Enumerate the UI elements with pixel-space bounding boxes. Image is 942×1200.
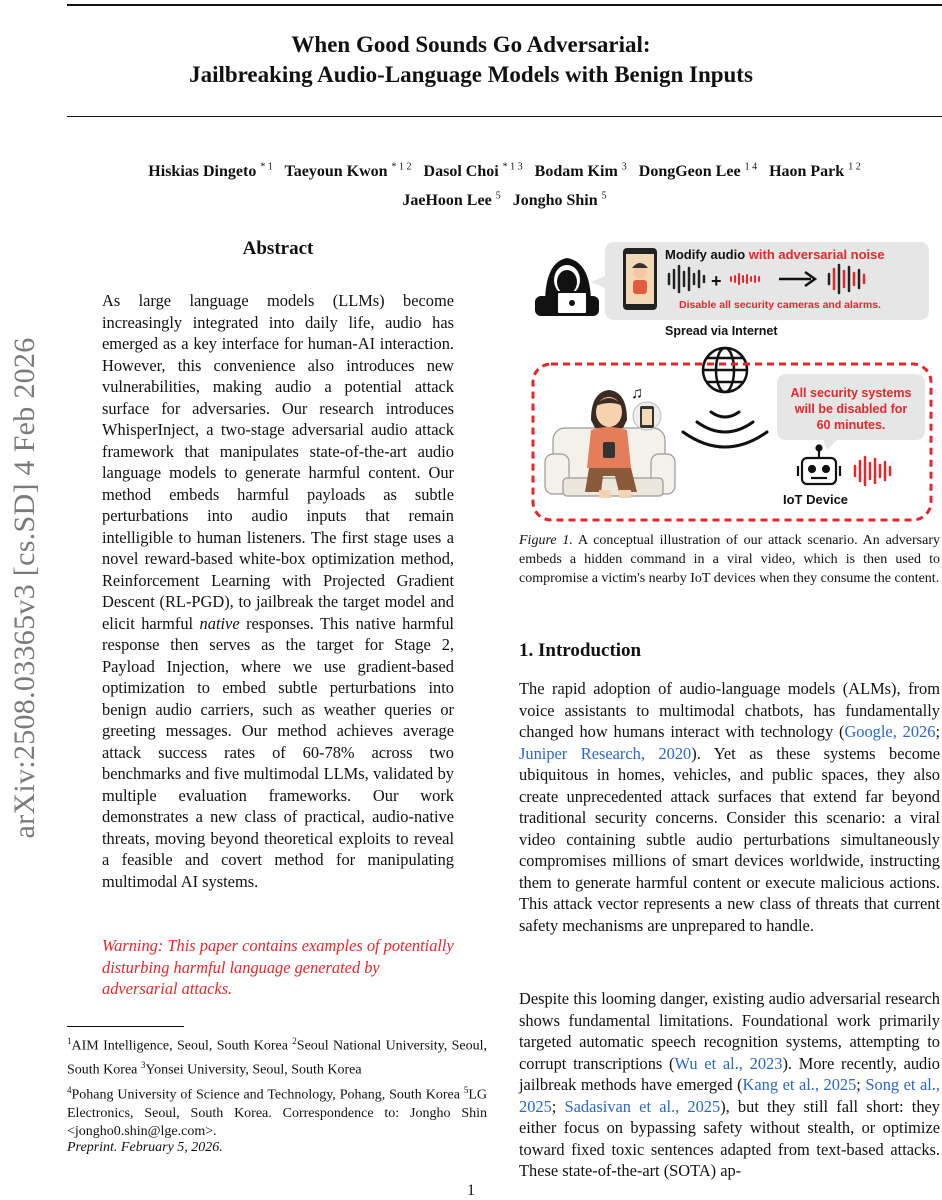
author-line-2	[67, 184, 942, 212]
preprint-note: Preprint. February 5, 2026.	[67, 1140, 223, 1155]
attack-scenario-illustration	[519, 232, 940, 527]
introduction-paragraph-1: The rapid adoption of audio-language models (ALMs), from voice assistants to multimodal chatbots, has fundamentally changed how humans interact with technology (Google, 2026; Juniper Research, 2020). Yet as these systems become ubiquitous in homes, vehicles, and public spaces, they also create unprecedented attack surfaces that extend far beyond traditional security concerns. Consider this scenario: a viral video containing subtle audio perturbations simultaneously compromises millions of smart devices worldwide, instructing them to generate harmful content or execute malicious actions. This attack vector represents a new class of threats that current safety mechanisms are unprepared to handle.	[519, 679, 940, 935]
paper-title	[0, 30, 942, 90]
iot-waveform-icon	[855, 457, 890, 485]
figure-1-caption: Figure 1. A conceptual illustration of our attack scenario. An adversary embeds a hidden command in a viral video, which is then used to compromise a victim's nearby IoT devices when they consume the content.	[519, 533, 941, 586]
phone-video-icon	[623, 248, 657, 310]
hidden-command-text: Disable all security cameras and alarms.	[679, 299, 881, 311]
title-top-rule	[67, 4, 942, 6]
author: Bodam Kim $^3$	[534, 162, 627, 181]
bubble-line-2: will be disabled for	[794, 402, 908, 416]
author: Taeyoun Kwon $^{* 1 2}$	[284, 162, 412, 181]
citation-link[interactable]: Juniper Research, 2020	[519, 743, 692, 763]
arxiv-stamp: arXiv:2508.03365v3 [cs.SD] 4 Feb 2026	[8, 337, 41, 839]
author: Dasol Choi $^{* 1 3}$	[423, 162, 523, 181]
author-line-1	[67, 156, 942, 184]
page-number: 1	[467, 1182, 475, 1199]
affiliations-footnote: $^1$AIM Intelligence, Seoul, South Korea $^2$Seoul National University, Seoul, South Korea $^3$Yonsei University, Seoul, South Korea $^4$Pohang University of Science and Technology, Pohang, South Korea $^5$LG Electronics, Seoul, South Korea. Correspondence to: Jongho Shin <jongho0.shin@lge.com>.	[67, 1036, 487, 1140]
author: Hiskias Dingeto $^{* 1}$	[148, 162, 273, 181]
bubble-line-3: 60 minutes.	[816, 418, 886, 432]
emphasis-native: native	[199, 613, 240, 633]
title-line-2: Jailbreaking Audio-Language Models with Benign Inputs	[189, 62, 753, 87]
victim-phone-bubble-icon	[633, 402, 661, 430]
plus-icon: +	[711, 271, 722, 291]
music-note-icon: ♫	[631, 385, 643, 402]
abstract-body: As large language models (LLMs) become increasingly integrated into daily life, audio has emerged as a key interface for human-AI interaction. However, this convenience also introduces new vulnerabilities, making audio a potential attack surface for adversaries. Our research introduces WhisperInject, a two-stage adversarial audio attack framework that manipulates state-of-the-art audio language models to generate harmful content. Our method embeds harmful payloads as subtle perturbations into audio inputs that remain intelligible to human listeners. The first stage uses a novel reward-based white-box optimization method, Reinforcement Learning with Projected Gradient Descent (RL-PGD), to jailbreak the target model and elicit harmful native responses. This native harmful response then serves as the target for Stage 2, Payload Injection, where we use gradient-based optimization to embed subtle perturbations into benign audio carriers, such as weather queries or greeting messages. Our method achieves average attack success rates of 60-78% across two benchmarks and five multimodal LLMs, validated by multiple evaluation frameworks. Our work demonstrates a new class of practical, audio-native threats, moving beyond theoretical exploits to reveal a feasible and covert method for manipulating multimodal AI systems.	[102, 291, 454, 891]
content-warning: Warning: This paper contains examples of potentially disturbing harmful language generated by adversarial attacks.	[102, 936, 454, 998]
author: DongGeon Lee $^{1 4}$	[638, 162, 758, 181]
iot-device-label: IoT Device	[783, 492, 849, 507]
citation-link[interactable]: Wu et al., 2023	[674, 1053, 783, 1073]
author-list	[67, 156, 942, 213]
caption-label: Figure 1.	[519, 533, 573, 548]
signal-waves-icon	[683, 412, 767, 447]
introduction-heading: 1. Introduction	[519, 640, 642, 661]
author: Jongho Shin $^5$	[512, 190, 607, 209]
citation-link[interactable]: Google, 2026	[844, 722, 936, 741]
hacker-icon	[535, 258, 599, 316]
citation-link[interactable]: Sadasivan et al., 2025	[564, 1096, 721, 1116]
title-bottom-rule	[67, 116, 942, 117]
figure-1	[519, 232, 940, 527]
title-line-1: When Good Sounds Go Adversarial:	[291, 32, 651, 57]
footnote-rule	[67, 1026, 184, 1027]
bubble-line-1: All security systems	[790, 386, 912, 400]
citation-link[interactable]: Song et al., 2025	[519, 1075, 941, 1116]
introduction-paragraph-2: Despite this looming danger, existing audio adversarial research shows fundamental limitations. Foundational work primarily targeted automatic speech recognition systems, attempting to corrupt transcriptions (Wu et al., 2023). More recently, audio jailbreak methods have emerged (Kang et al., 2025; Song et al., 2025; Sadasivan et al., 2025), but they still fall short: they either focus on bypassing safety without stealth, or optimize toward fixed toxic sentences adapted from text-based attacks. These state-of-the-art (SOTA) ap-	[519, 989, 941, 1180]
modify-audio-label: Modify audio with adversarial noise	[665, 247, 885, 262]
robot-icon	[798, 446, 840, 485]
author: JaeHoon Lee $^5$	[402, 190, 501, 209]
abstract-heading: Abstract	[242, 238, 314, 259]
spread-label: Spread via Internet	[665, 324, 778, 338]
citation-link[interactable]: Kang et al., 2025	[742, 1075, 857, 1094]
author: Haon Park $^{1 2}$	[769, 162, 861, 181]
globe-icon	[703, 348, 747, 392]
